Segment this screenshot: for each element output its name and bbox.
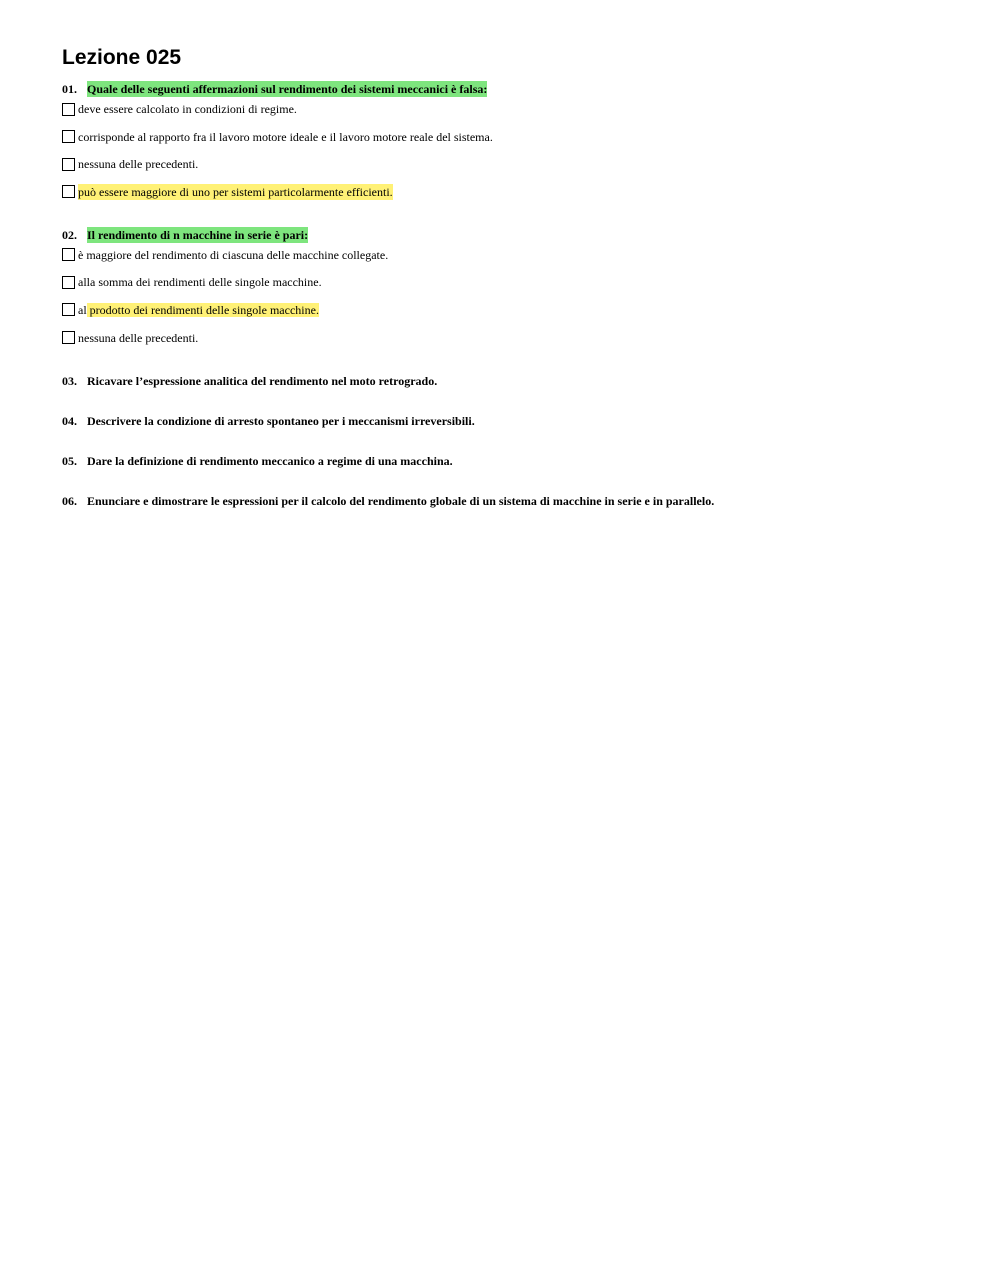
answer-checkbox[interactable]: [62, 185, 75, 198]
answer-option: [62, 247, 962, 263]
answer-text-prefix: al: [78, 302, 87, 317]
question-04-line: [62, 413, 962, 429]
answer-checkbox[interactable]: [62, 276, 75, 289]
question-06: [62, 493, 962, 509]
answer-option: [62, 330, 962, 346]
answer-option: [62, 129, 962, 145]
apostrophe-glyph: ’: [139, 373, 144, 388]
answer-text: nessuna delle precedenti.: [78, 157, 199, 172]
question-02-line: [62, 227, 962, 243]
question-number: 02.: [62, 227, 77, 242]
answer-text: nessuna delle precedenti.: [78, 330, 199, 345]
question-05: [62, 453, 962, 469]
question-01-line: [62, 81, 962, 97]
answer-text: è maggiore del rendimento di ciascuna delle macchine collegate.: [78, 247, 389, 262]
answer-options: [62, 247, 962, 346]
answer-checkbox[interactable]: [62, 248, 75, 261]
answer-text: corrisponde al rapporto fra il lavoro motore ideale e il lavoro motore reale del sistema.: [78, 129, 493, 144]
answer-checkbox[interactable]: [62, 331, 75, 344]
answer-checkbox[interactable]: [62, 103, 75, 116]
question-text-start: Ricavare l: [87, 373, 140, 388]
answer-checkbox[interactable]: [62, 158, 75, 171]
question-03: [62, 373, 962, 389]
question-number: 06.: [62, 493, 77, 508]
answer-text: alla somma dei rendimenti delle singole macchine.: [78, 275, 322, 290]
question-01: [62, 81, 962, 200]
question-text-end: espressione analitica del rendimento nel moto retrogrado.: [143, 373, 438, 388]
answer-checkbox[interactable]: [62, 303, 75, 316]
question-text: Il rendimento di n macchine in serie è pari:: [87, 227, 309, 242]
answer-text-highlighted: prodotto dei rendimenti delle singole macchine.: [86, 302, 319, 317]
answer-option-correct: [62, 184, 962, 200]
question-text: Enunciare e dimostrare le espressioni per il calcolo del rendimento globale di un sistema di macchine in serie e in parallelo.: [87, 493, 715, 508]
question-number: 01.: [62, 82, 77, 96]
question-number: 05.: [62, 453, 77, 468]
question-05-line: [62, 453, 962, 469]
page-title: Lezione 025: [62, 46, 182, 69]
answer-option-correct: [62, 302, 962, 318]
answer-option: [62, 156, 962, 172]
question-number: 03.: [62, 373, 77, 388]
question-04: [62, 413, 962, 429]
answer-option: [62, 274, 962, 290]
answer-options: [62, 101, 962, 200]
question-text: Quale delle seguenti affermazioni sul rendimento dei sistemi meccanici è falsa:: [87, 82, 488, 96]
document-page: [62, 44, 962, 533]
answer-option: [62, 101, 962, 117]
question-text: [87, 373, 437, 389]
answer-text-highlighted: può essere maggiore di uno per sistemi particolarmente efficienti.: [78, 184, 393, 199]
question-number: 04.: [62, 413, 77, 428]
answer-text: [78, 302, 319, 318]
question-text: Descrivere la condizione di arresto spontaneo per i meccanismi irreversibili.: [87, 413, 475, 428]
answer-text: deve essere calcolato in condizioni di regime.: [78, 102, 297, 116]
question-02: [62, 227, 962, 346]
question-text: Dare la definizione di rendimento meccanico a regime di una macchina.: [87, 453, 453, 468]
answer-checkbox[interactable]: [62, 130, 75, 143]
question-06-line: [62, 493, 962, 509]
question-03-line: [62, 373, 962, 389]
